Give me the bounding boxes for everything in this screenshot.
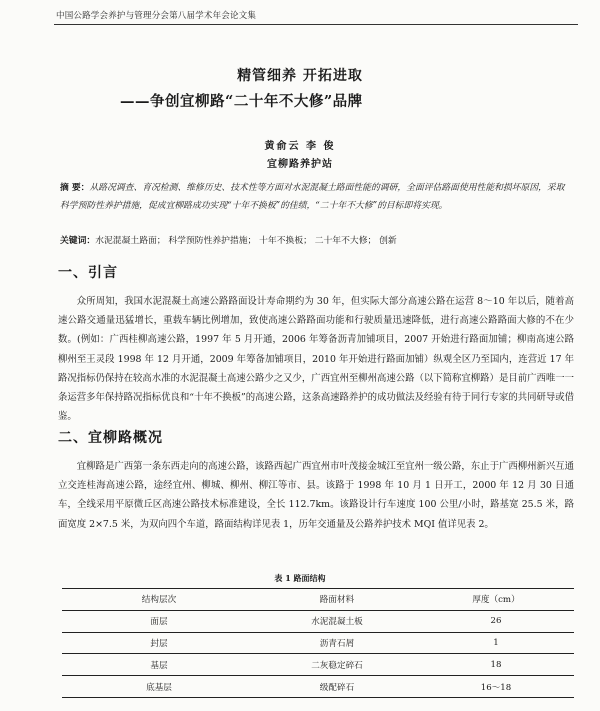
table-cell: 沥青石屑 [256,632,418,654]
paper-title-line2: ——争创宜柳路“二十年不大修”品牌 [120,93,363,110]
pavement-structure-table [62,588,574,698]
table-cell: 封层 [62,632,256,654]
running-header: 中国公路学会养护与管理分会第八届学术年会论文集 [56,11,257,21]
table-row [62,676,574,698]
section-heading-overview: 二、宜柳路概况 [58,430,163,446]
table-cell: 基层 [62,654,256,676]
abstract-label: 摘 要： [60,183,90,193]
table-cell: 二灰稳定碎石 [256,654,418,676]
header-rule [54,24,578,25]
table-header-cell: 路面材料 [256,589,418,611]
abstract [60,180,568,215]
keywords-text: 水泥混凝土路面； 科学预防性养护措施； 十年不换板； 二十年不大修； 创新 [95,236,397,246]
table-header-cell: 结构层次 [62,589,256,611]
table-cell: 级配碎石 [256,676,418,698]
affiliation: 宜柳路养护站 [267,159,333,170]
keywords-label: 关键词： [60,236,96,246]
table-header-row [62,589,574,611]
keywords [60,234,568,248]
table-row [62,610,574,632]
table-row [62,654,574,676]
table-header-cell: 厚度（cm） [418,589,574,611]
table-cell: 面层 [62,610,256,632]
table-cell: 1 [418,632,574,654]
table-cell: 底基层 [62,676,256,698]
table-cell: 26 [418,610,574,632]
table-caption: 表 1 路面结构 [274,573,326,583]
table-cell: 16～18 [418,676,574,698]
table-cell: 水泥混凝土板 [256,610,418,632]
section-paragraph-overview: 宜柳路是广西第一条东西走向的高速公路，该路西起广西宜州市叶茂接金城江至宜州一级公路，东止于广西柳州新兴互通立交连桂海高速公路，途经宜州、柳城、柳州、柳江等市、县。该路于 1998 年 10 月 1 日开工，2000 年 12 月 30 日通车，全线采用平原微丘区高速公路技术标准建设，全长 112.7km。该路设计行车速度 100 公里/小时，路基宽 25.5 米，路面宽度 2×7.5 米，为双向四个车道，路面结构详见表 1，历年交通量及公路养护技术 MQI 值详见表 2。 [58,461,574,530]
table-row [62,632,574,654]
section-paragraph-intro: 众所周知，我国水泥混凝土高速公路路面设计寿命期约为 30 年，但实际大部分高速公路在运营 8～10 年以后，随着高速公路交通量迅猛增长，重载车辆比例增加，致使高速公路路面功能和行驶质量迅速降低，进行高速公路路面大修的不在少数。(例如：广西桂柳高速公路，1997 年 5 月开通，2006 年筹备沥青加铺项目，2007 开始进行路面加铺；柳南高速公路柳州至王灵段 1998 年 12 月开通，2009 年筹备加铺项目，2010 年开始进行路面加铺）纵观全区乃至国内，连营近 17 年路况指标仍保持在较高水准的水泥混凝土高速公路少之又少，广西宜州至柳州高速公路（以下简称宜柳路）是目前广西唯一一条运营多年保持路况指标优良和“十年不换板”的高速公路，这条高速路养护的成功做法及经验有待于同行专家的共同研导或借鉴。 [58,296,574,423]
abstract-text: 从路况调查、育况检测、维修历史、技术性等方面对水泥混凝土路面性能的调研，全面评估路面使用性能和损坏原因，采取科学预防性养护措施，促成宜柳路成功实现“十年不换板”的佳绩，“二十年不大修”的目标即将实现。 [60,183,565,211]
authors: 黄俞云 李 俊 [264,141,336,152]
section-heading-intro: 一、引言 [58,265,118,281]
paper-title-line1: 精管细养 开拓进取 [237,68,363,84]
table-cell: 18 [418,654,574,676]
